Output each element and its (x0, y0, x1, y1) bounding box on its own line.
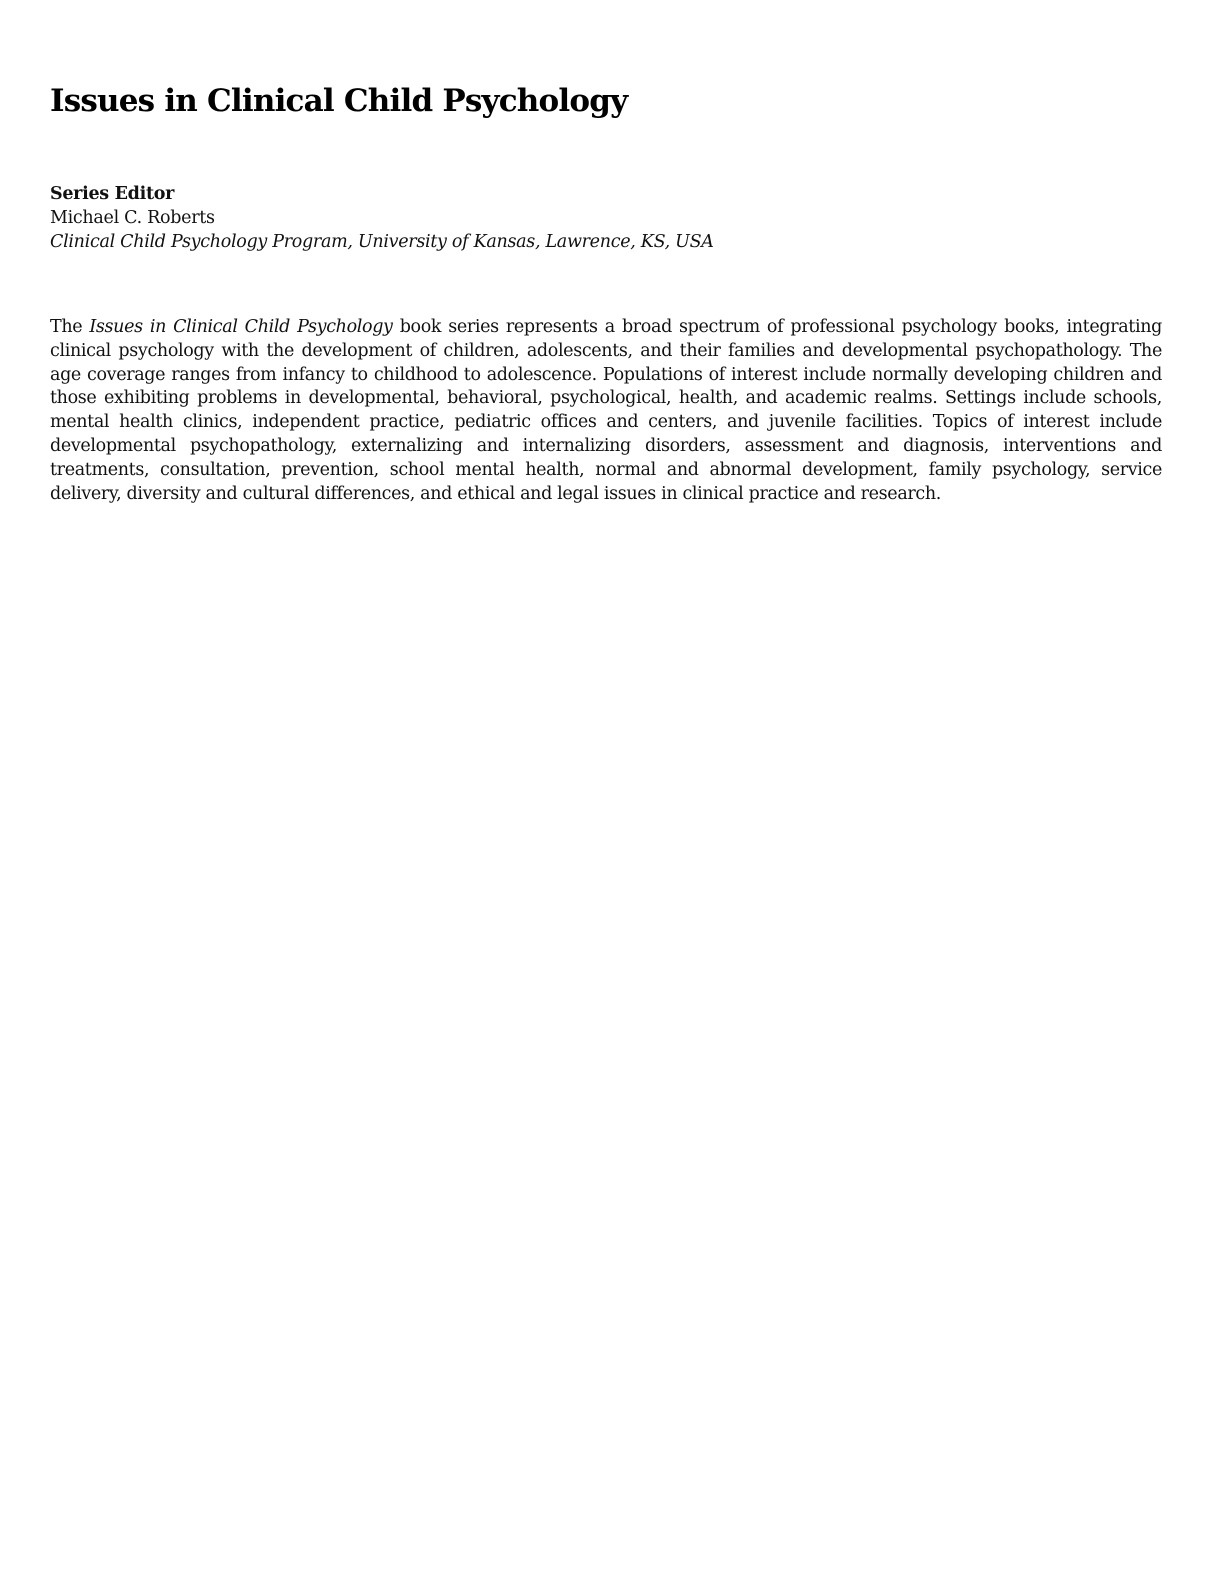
series-editor-heading: Series Editor (50, 184, 175, 204)
description-series-name: Issues in Clinical Child Psychology (89, 317, 393, 337)
series-editor-name: Michael C. Roberts (50, 208, 215, 228)
series-title: Issues in Clinical Child Psychology (50, 83, 628, 119)
description-lead: The (50, 317, 90, 337)
description-body: book series represents a broad spectrum of professional psychology books, integrating clinical psychology with the development of children, adolescents, and their families and developmental psychopathology. The age coverage ranges from infancy to childhood to adolescence. Populations of interest include normally developing children and those exhibiting problems in developmental, behavioral, psychological, health, and academic realms. Settings include schools, mental health clinics, independent practice, pediatric offices and centers, and juvenile facilities. Topics of interest include developmental psychopathology, externalizing and internalizing disorders, assessment and diagnosis, interventions and treatments, consultation, prevention, school mental health, normal and abnormal development, family psychology, service delivery, diversity and cultural differences, and ethical and legal issues in clinical practice and research. (50, 317, 1162, 504)
series-description (50, 316, 1162, 506)
series-editor-affiliation: Clinical Child Psychology Program, University of Kansas, Lawrence, KS, USA (50, 232, 714, 252)
series-editor-block (50, 182, 714, 254)
